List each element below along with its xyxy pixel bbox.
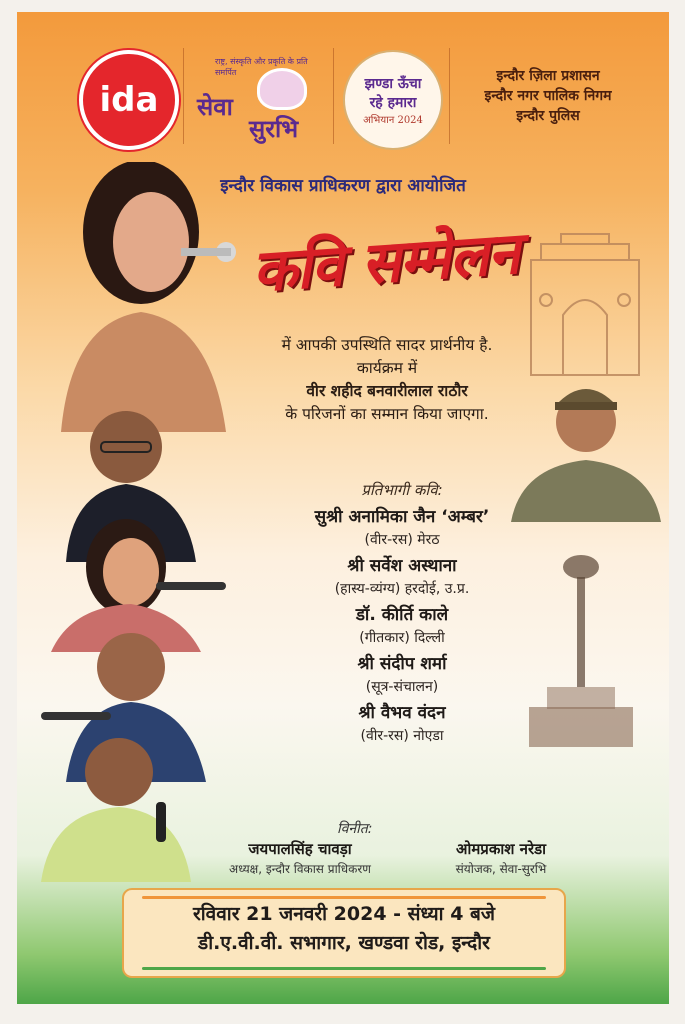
org-2: इन्दौर नगर पालिक निगम [484, 88, 612, 104]
saffron-rule [142, 896, 546, 899]
poets-photos [31, 162, 241, 882]
list-item: श्री वैभव वंदन (वीर-रस) नोएडा [358, 703, 446, 744]
hands-icon [257, 68, 307, 110]
invitation-text: में आपकी उपस्थिति सादर प्रार्थनीय है. कार्यक्रम में वीर शहीद बनवारीलाल राठौर के परिजनों का सम्मान किया जाएगा. [217, 334, 557, 426]
event-poster [17, 12, 669, 1004]
poet-photo-1 [61, 162, 236, 432]
poets-heading: प्रतिभागी कवि: [361, 481, 443, 499]
event-datetime: रविवार 21 जनवरी 2024 - संध्या 4 बजे [192, 903, 496, 925]
list-item: सुश्री अनामिका जैन ‘अम्बर’ (वीर-रस) मेरठ [314, 507, 490, 548]
event-title: कवि सम्मेलन [250, 218, 521, 306]
event-venue: डी.ए.वी.वी. सभागार, खण्डवा रोड, इन्दौर [198, 932, 490, 954]
organizations [463, 66, 633, 126]
org-3: इन्दौर पुलिस [516, 108, 580, 124]
event-details-box [122, 888, 566, 978]
signatory-2: ओमप्रकाश नरेडा संयोजक, सेवा-सुरभि [455, 840, 547, 876]
divider [183, 48, 184, 144]
ida-logo: ida [79, 50, 179, 150]
poets-list [237, 480, 567, 751]
list-item: श्री संदीप शर्मा (सूत्र-संचालन) [357, 654, 447, 695]
martyr-name: वीर शहीद बनवारीलाल राठौर [306, 382, 468, 400]
vinit-label: विनीत: [337, 821, 373, 837]
organized-by: इन्दौर विकास प्राधिकरण द्वारा आयोजित [220, 176, 466, 196]
seva-tagline: राष्ट्र, संस्कृति और प्रकृति के प्रति समर्पित [215, 57, 308, 77]
green-rule [142, 967, 546, 970]
seva-line2: सुरभि [249, 114, 299, 143]
list-item: श्री सर्वेश अस्थाना (हास्य-व्यंग्य) हरदोई, उ.प्र. [334, 556, 470, 597]
list-item: डॉ. कीर्ति काले (गीतकार) दिल्ली [355, 605, 449, 646]
divider [449, 48, 450, 144]
signatory-1: जयपालसिंह चावड़ा अध्यक्ष, इन्दौर विकास प्राधिकरण [229, 840, 371, 876]
divider [333, 48, 334, 144]
seva-surabhi-logo [197, 52, 327, 148]
seva-line1: सेवा [197, 92, 233, 121]
org-1: इन्दौर ज़िला प्रशासन [496, 68, 600, 84]
campaign-logo: झण्डा ऊँचा रहे हमारा अभियान 2024 [343, 50, 443, 150]
